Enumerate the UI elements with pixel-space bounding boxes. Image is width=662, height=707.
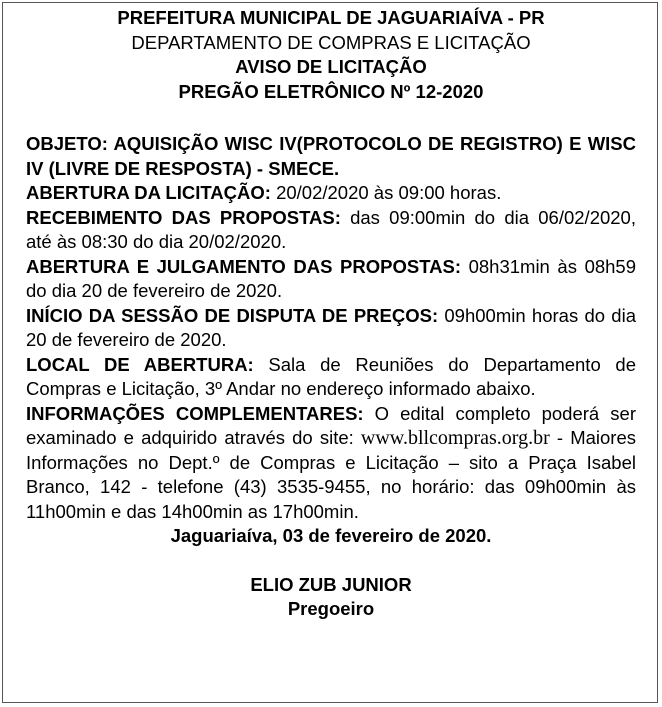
notice-type-title: AVISO DE LICITAÇÃO <box>235 56 427 77</box>
objeto-text: OBJETO: AQUISIÇÃO WISC IV(PROTOCOLO DE REGISTRO) E WISC IV (LIVRE DE RESPOSTA) - SMECE. <box>26 133 636 179</box>
informacoes-label: INFORMAÇÕES COMPLEMENTARES: <box>26 402 364 424</box>
disputa-label: INÍCIO DA SESSÃO DE DISPUTA DE PREÇOS: <box>26 304 439 326</box>
section-disputa <box>26 304 636 353</box>
date-line: Jaguariaíva, 03 de fevereiro de 2020. <box>170 525 492 546</box>
notice-body <box>26 132 636 524</box>
section-local <box>26 353 636 402</box>
section-informacoes <box>26 402 636 525</box>
department-title: DEPARTAMENTO DE COMPRAS E LICITAÇÃO <box>131 31 531 53</box>
recebimento-label: RECEBIMENTO DAS PROPOSTAS: <box>26 206 341 228</box>
section-recebimento <box>26 206 636 255</box>
informacoes-text-after: - Maiores Informações no Dept.º de Compras e Licitação – sito a Praça Isabel Branco, 142 - telefone (43) 3535-9455, no horário: das 09h00min às 11h00min e das 14h00min as 17h00min. <box>26 427 636 522</box>
informacoes-text-before: O edital completo poderá ser examinado e adquirido através do site: <box>26 402 636 448</box>
local-label: LOCAL DE ABERTURA: <box>26 353 254 375</box>
bid-notice-document <box>26 6 636 622</box>
signatory-role: Pregoeiro <box>287 598 375 619</box>
julgamento-label: ABERTURA E JULGAMENTO DAS PROPOSTAS: <box>26 255 461 277</box>
section-julgamento <box>26 255 636 304</box>
website-link[interactable]: www.bllcompras.org.br <box>360 427 550 449</box>
section-objeto <box>26 132 636 181</box>
abertura-label: ABERTURA DA LICITAÇÃO: <box>26 182 271 203</box>
municipality-title: PREFEITURA MUNICIPAL DE JAGUARIAÍVA - PR <box>117 7 545 28</box>
notice-header <box>26 6 636 104</box>
recebimento-text: das 09:00min do dia 06/02/2020, até às 08:30 do dia 20/02/2020. <box>26 206 636 252</box>
auction-number-title: PREGÃO ELETRÔNICO Nº 12-2020 <box>178 80 484 102</box>
local-text: Sala de Reuniões do Departamento de Compras e Licitação, 3º Andar no endereço informado abaixo. <box>26 353 637 399</box>
julgamento-text: 08h31min às 08h59 do dia 20 de fevereiro de 2020. <box>26 255 637 301</box>
disputa-text: 09h00min horas do dia 20 de fevereiro de 2020. <box>26 304 636 350</box>
signatory-name: ELIO ZUB JUNIOR <box>250 573 412 595</box>
section-abertura <box>26 181 636 206</box>
abertura-text: 20/02/2020 às 09:00 horas. <box>270 182 502 203</box>
signature-block <box>26 573 636 622</box>
